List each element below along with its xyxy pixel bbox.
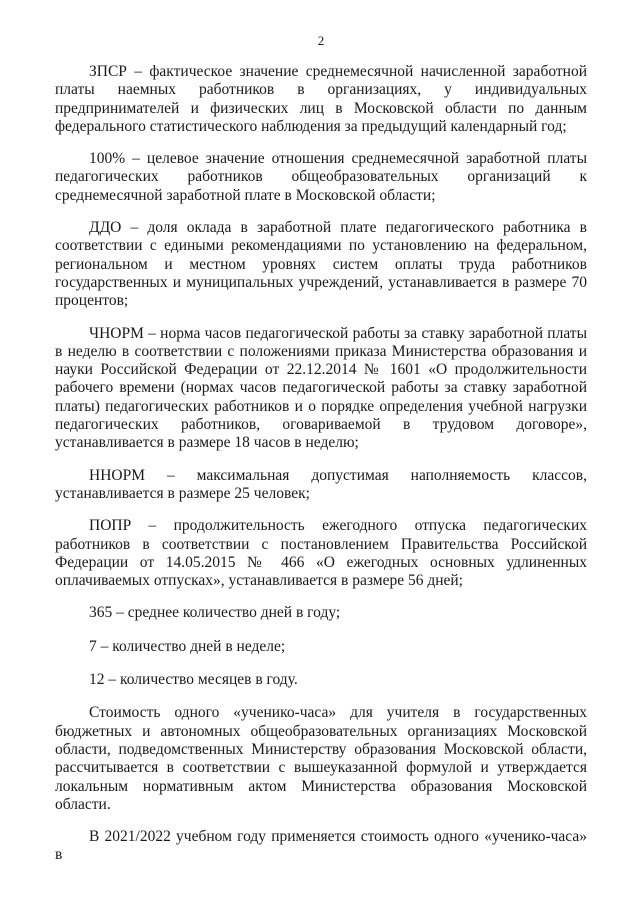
definition-zpsr: ЗПСР – фактическое значение среднемесячной начисленной заработной платы наемных работников в организациях, у индивидуальных предпринимателей и физических лиц в Московской области по данным федерального статистического наблюдения за предыдущий календарный год; bbox=[55, 63, 587, 135]
page-number: 2 bbox=[317, 33, 325, 48]
definition-7: 7 – количество дней в неделе; bbox=[89, 637, 286, 655]
definition-nnorm: ННОРМ – максимальная допустимая наполняемость классов, устанавливается в размере 25 человек; bbox=[55, 466, 587, 502]
pupil-hour-cost-paragraph: Стоимость одного «ученико-часа» для учителя в государственных бюджетных и автономных общеобразовательных организациях Московской области, подведомственных Министерству образования Московской области, рассчитывается в соответствии с вышеуказанной формулой и утверждается локальным нормативным актом Министерства образования Московской области. bbox=[55, 704, 587, 813]
definition-100-percent: 100% – целевое значение отношения среднемесячной заработной платы педагогических работников общеобразовательных организаций к среднемесячной заработной плате в Московской области; bbox=[55, 150, 587, 204]
academic-year-paragraph: В 2021/2022 учебном году применяется стоимость одного «ученико-часа» в bbox=[55, 828, 587, 864]
definition-365: 365 – среднее количество дней в году; bbox=[89, 604, 341, 622]
definition-chnorm: ЧНОРМ – норма часов педагогической работы за ставку заработной платы в неделю в соответствии с положениями приказа Министерства образования и науки Российской Федерации от 22.12.2014 № 1601 «О продолжительности рабочего времени (нормах часов педагогической работы за ставку заработной платы) педагогических работников и о порядке определения учебной нагрузки педагогических работников, оговариваемой в трудовом договоре», устанавливается в размере 18 часов в неделю; bbox=[55, 324, 587, 452]
definition-12: 12 – количество месяцев в году. bbox=[89, 671, 298, 689]
definition-popr: ПОПР – продолжительность ежегодного отпуска педагогических работников в соответствии с постановлением Правительства Российской Федерации от 14.05.2015 № 466 «О ежегодных основных удлиненных оплачиваемых отпусках», устанавливается в размере 56 дней; bbox=[55, 517, 587, 590]
definition-ddo: ДДО – доля оклада в заработной плате педагогического работника в соответствии с едиными рекомендациями по установлению на федеральном, региональном и местном уровнях систем оплаты труда работников государственных и муниципальных учреждений, устанавливается в размере 70 процентов; bbox=[55, 219, 587, 310]
